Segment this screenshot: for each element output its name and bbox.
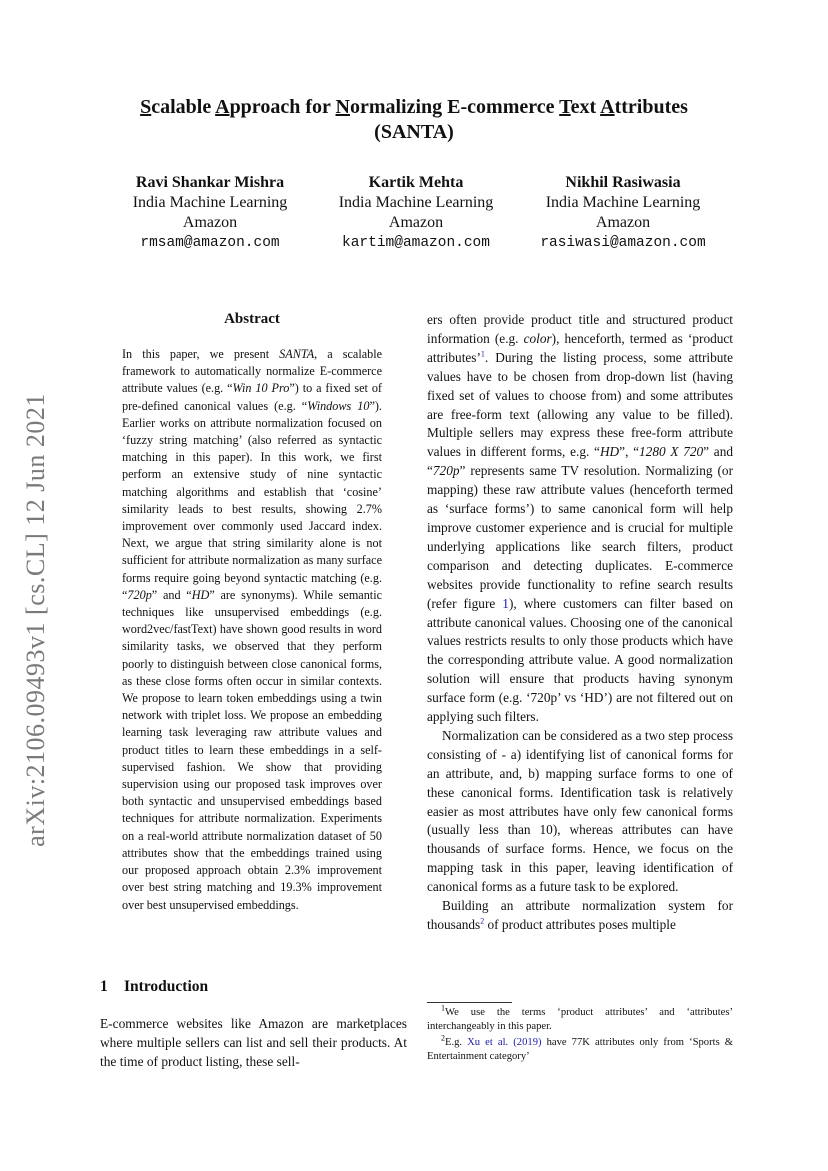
footnote-link[interactable]: 2 — [480, 916, 485, 926]
author-affiliation: India Machine Learning — [545, 194, 701, 211]
author-block — [306, 173, 526, 253]
footnote: $^2$E.g. Xu et al. (2019) have 77K attributes only from ‘Sports & Entertainment category’ — [427, 1033, 734, 1062]
author-block — [513, 173, 733, 253]
right-column-text — [427, 311, 733, 935]
author-block — [100, 173, 320, 253]
figure-link[interactable]: 1 — [502, 595, 509, 611]
paragraph: Normalization can be considered as a two step process consisting of - a) identifying list of canonical forms for an attribute, and, b) mapping surface forms to one of these canonical forms. Identification task is relatively easier as most attributes have only few canonical forms (usually less than 10), whereas attributes can have thousands of surface forms. Hence, we focus on the mapping task in this paper, leaving identification of canonical forms as a future task to be explored. — [427, 727, 733, 895]
intro-paragraph: E-commerce websites like Amazon are marketplaces where multiple sellers can list and sell their products. At the time of product listing, these sell- — [100, 1016, 407, 1069]
paragraph: ers often provide product title and structured product information (e.g. color), henceforth, termed as ‘product attributes’$^1$. During the listing process, some attribute values have to be chosen from drop-down list (having fixed set of values to choose from) and some attributes are free-form text (allowing any value to be filled). Multiple sellers may express these free-form attribute values in different forms, e.g. “HD”, “1280 X 720” and “720p” represents same TV resolution. Normalizing (or mapping) these raw attribute values (henceforth termed as ‘surface forms’) to same canonical form will help improve customer experience and is crucial for multiple underlying applications like search filters, product comparison and detecting duplicates. E-commerce websites provide functionality to refine search results (refer figure 1), where customers can filter based on attribute canonical values. Choosing one of the canonical values restricts results to only those products which have the corresponding attribute value. A good normalization solution will ensure that products having synonym surface form (e.g. ‘720p’ vs ‘HD’) are not filtered out on applying such filters. — [427, 312, 733, 725]
author-name: Kartik Mehta — [368, 174, 464, 191]
author-affiliation: Amazon — [182, 214, 238, 231]
abstract-body: In this paper, we present SANTA, a scalable framework to automatically normalize E-commerce attribute values (e.g. “Win 10 Pro”) to a fixed set of pre-defined canonical values (e.g. “Windows 10”). Earlier works on attribute normalization focused on ‘fuzzy string matching’ (also referred as syntactic matching in this paper). In this work, we first perform an extensive study of nine syntactic matching algorithms and establish that ‘cosine’ similarity leads to best results, showing 2.7% improvement over commonly used Jaccard index. Next, we argue that string similarity alone is not sufficient for attribute normalization as many surface forms require going beyond syntactic matching (e.g. “720p” and “HD” are synonyms). While semantic techniques like unsupervised embeddings (e.g. word2vec/fastText) have shown good results in word similarity tasks, we observed that they perform poorly to distinguish between close canonical forms, as these close forms often occur in similar contexts. We propose to learn token embeddings using a twin network with triplet loss. We propose an embedding learning task leveraging raw attribute values and product titles to learn these embeddings in a self-supervised fashion. We show that providing supervision using our proposed task improves over both syntactic and unsupervised embeddings based techniques for attribute normalization. Experiments on a real-world attribute normalization dataset of 50 attributes show that the embeddings trained using our proposed approach obtain 2.3% improvement over best string matching and 19.3% improvement over best unsupervised embeddings. — [122, 347, 383, 912]
paper-title — [100, 95, 728, 145]
author-affiliation: Amazon — [595, 214, 651, 231]
footnote: $^1$We use the terms ‘product attributes’ and ‘attributes’ interchangeably in this paper. — [427, 1003, 733, 1032]
abstract-heading: Abstract — [224, 311, 280, 327]
author-email: kartim@amazon.com — [342, 235, 490, 251]
author-name: Ravi Shankar Mishra — [135, 174, 285, 191]
author-affiliation: India Machine Learning — [338, 194, 494, 211]
author-email: rmsam@amazon.com — [140, 235, 280, 251]
author-affiliation: India Machine Learning — [132, 194, 288, 211]
footnote-divider — [427, 1002, 512, 1003]
arxiv-identifier: arXiv:2106.09493v1 [cs.CL] 12 Jun 2021 — [21, 393, 50, 847]
section-heading — [100, 978, 208, 996]
section-number: 1 — [100, 978, 108, 995]
author-email: rasiwasi@amazon.com — [540, 235, 706, 251]
footnote-link[interactable]: 1 — [480, 349, 485, 359]
citation-link[interactable]: Xu et al. (2019) — [467, 1037, 542, 1048]
title-line-2: (SANTA) — [374, 121, 454, 143]
author-name: Nikhil Rasiwasia — [565, 174, 681, 191]
author-affiliation: Amazon — [388, 214, 444, 231]
paragraph: Building an attribute normalization system for thousands$^2$ of product attributes poses multiple — [427, 898, 733, 932]
section-title: Introduction — [124, 978, 209, 995]
title-line-1: Scalable Approach for Normalizing E-commerce Text Attributes — [140, 96, 688, 118]
